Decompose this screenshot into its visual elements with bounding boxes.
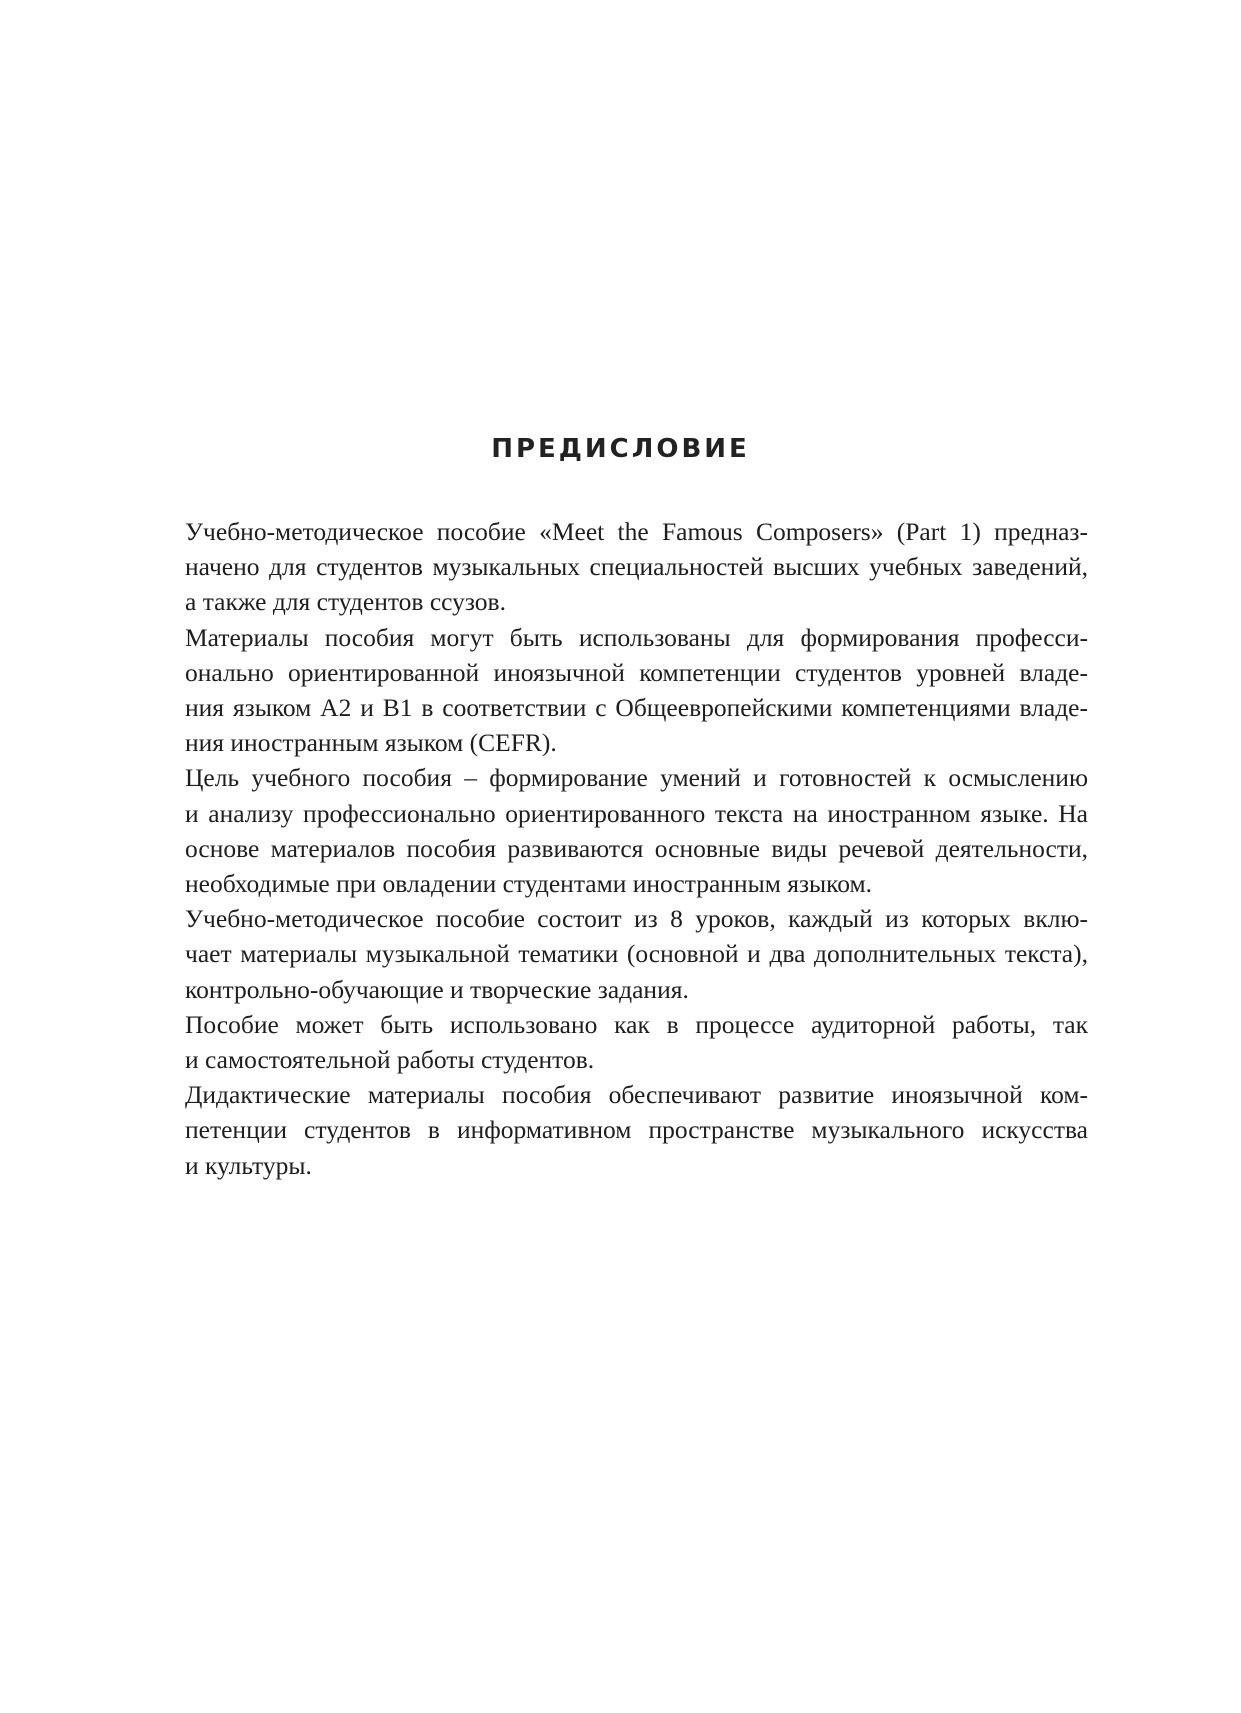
text-line: и культуры. <box>185 1150 312 1180</box>
text-line: петенции студентов в информативном пространстве музыкального искусства <box>185 1115 1088 1145</box>
text-line: основе материалов пособия развиваются основные виды речевой деятельности, <box>185 833 1088 863</box>
text-line: а также для студентов ссузов. <box>185 587 506 617</box>
paragraph-5 <box>158 1007 1088 1077</box>
paragraph-3 <box>158 760 1088 901</box>
text-line: онально ориентированной иноязычной компетенции студентов уровней владе- <box>185 657 1088 687</box>
text-line: ния иностранным языком (CEFR). <box>185 728 557 758</box>
text-line: начено для студентов музыкальных специальностей высших учебных заведений, <box>185 552 1088 582</box>
paragraph-2 <box>158 620 1088 761</box>
text-line: Дидактические материалы пособия обеспечивают развитие иноязычной ком- <box>185 1080 1088 1110</box>
preface-body <box>158 514 1088 1183</box>
text-line: контрольно-обучающие и творческие задания. <box>185 974 689 1004</box>
paragraph-1 <box>158 514 1088 620</box>
page-title: ПРЕДИСЛОВИЕ <box>491 434 750 464</box>
paragraph-4 <box>158 901 1088 1007</box>
paragraph-6 <box>158 1077 1088 1183</box>
text-line: ния языком А2 и В1 в соответствии с Общеевропейскими компетенциями владе- <box>185 693 1088 723</box>
text-line: необходимые при овладении студентами иностранным языком. <box>185 869 873 899</box>
text-line: и самостоятельной работы студентов. <box>185 1045 595 1075</box>
text-line: Пособие может быть использовано как в процессе аудиторной работы, так <box>185 1009 1088 1039</box>
text-line: и анализу профессионально ориентированного текста на иностранном языке. На <box>185 798 1088 828</box>
text-line: Учебно-методическое пособие «Meet the Famous Composers» (Part 1) предназ- <box>185 517 1088 546</box>
text-line: Цель учебного пособия – формирование умений и готовностей к осмыслению <box>185 763 1088 793</box>
text-line: Материалы пособия могут быть использованы для формирования професси- <box>185 622 1088 652</box>
text-line: Учебно-методическое пособие состоит из 8 уроков, каждый из которых вклю- <box>185 904 1088 934</box>
text-line: чает материалы музыкальной тематики (основной и два дополнительных текста), <box>185 939 1088 969</box>
